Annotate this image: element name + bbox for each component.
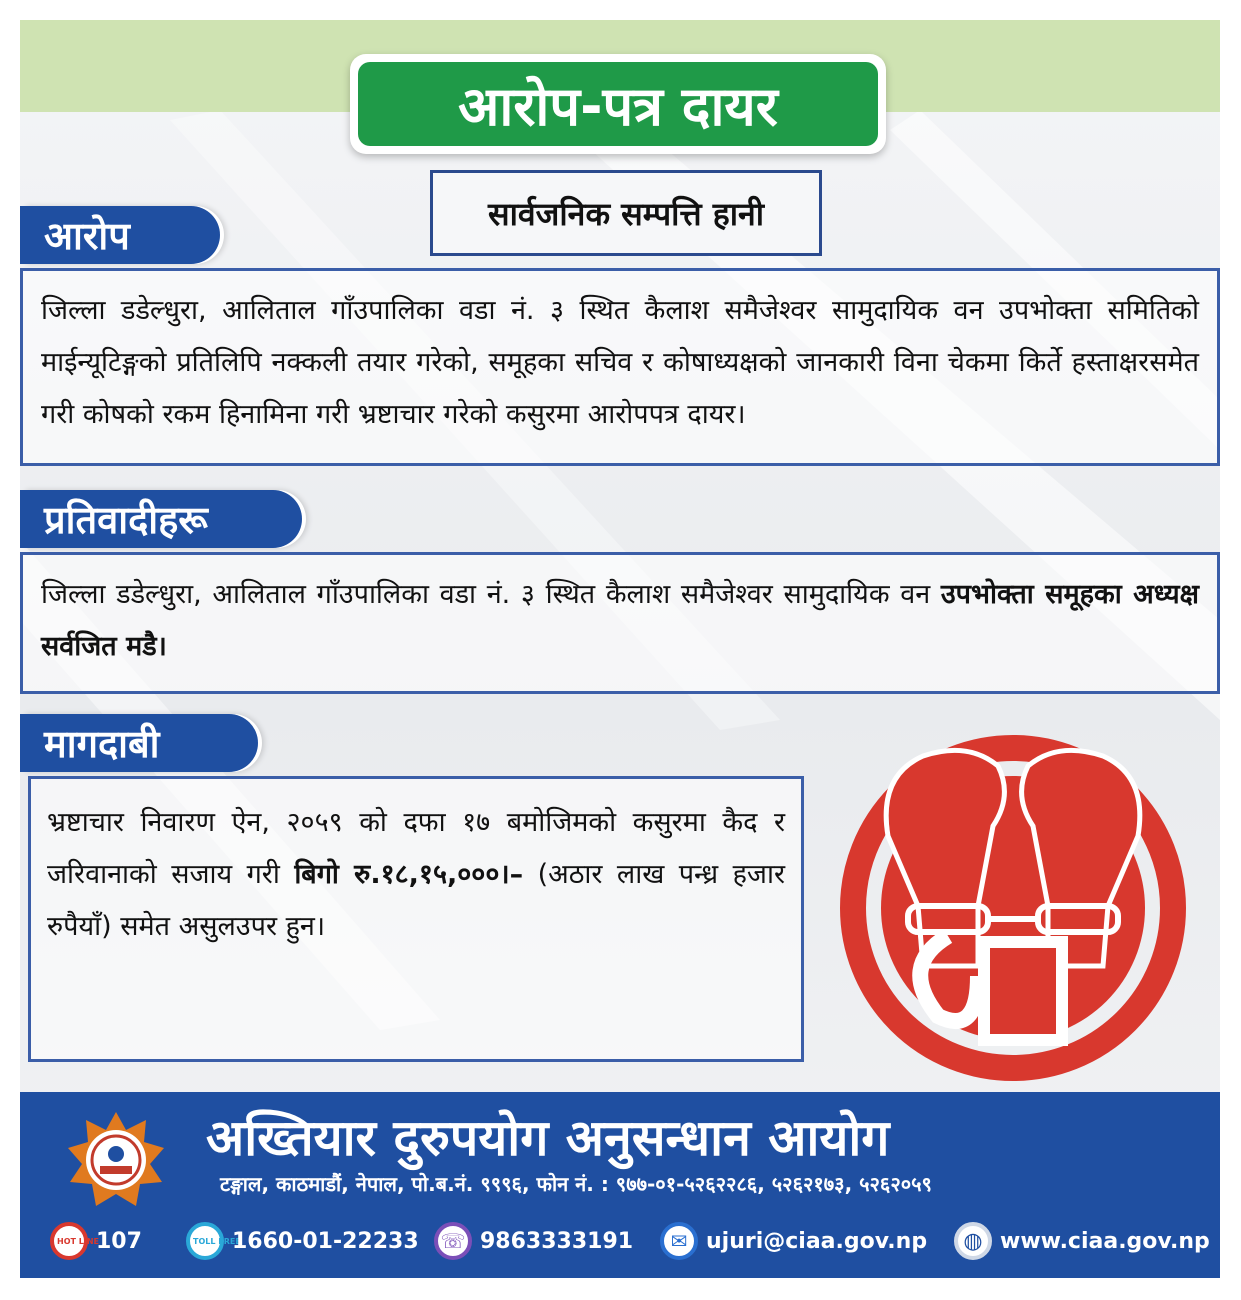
- handcuffed-fists-icon: [828, 716, 1198, 1086]
- email-icon: ✉: [660, 1222, 698, 1260]
- ciaa-emblem-icon: [66, 1110, 166, 1210]
- org-name: अख्तियार दुरुपयोग अनुसन्धान आयोग: [206, 1109, 890, 1167]
- claim-box: [28, 776, 804, 1062]
- contact-toll-free[interactable]: [186, 1220, 419, 1262]
- claim-tab: मागदाबी: [20, 714, 258, 772]
- footer: [20, 1092, 1220, 1278]
- defendants-box: [20, 552, 1220, 694]
- toll-free-icon: TOLL FREE: [186, 1222, 224, 1260]
- contact-hotline[interactable]: [50, 1220, 142, 1262]
- website-url: www.ciaa.gov.np: [1000, 1228, 1210, 1254]
- claim-text-1: भ्रष्टाचार निवारण ऐन, २०५९ को दफा १७ बमोजिमको कसुरमा कैद र जरिवानाको सजाय गरी: [47, 807, 785, 890]
- viber-number: 9863333191: [480, 1228, 634, 1254]
- toll-free-number: 1660-01-22233: [232, 1228, 419, 1254]
- allegation-box: [20, 268, 1220, 466]
- contact-viber[interactable]: [434, 1220, 633, 1262]
- claim-text-2: (अठार लाख पन्ध्र हजार रुपैयाँ) समेत असुलउपर हुन।: [47, 859, 785, 942]
- defendants-text: जिल्ला डडेल्धुरा, आलिताल गाँउपालिका वडा नं. ३ स्थित कैलाश समैजेश्वर सामुदायिक वन: [41, 579, 931, 610]
- hotline-number: 107: [96, 1228, 142, 1254]
- viber-icon: ☏: [434, 1222, 472, 1260]
- poster: [20, 20, 1220, 1278]
- org-address: टङ्गाल, काठमाडौं, नेपाल, पो.ब.नं. ९९९६, फोन नं. : ९७७-०१-५२६२२८६, ५२६२१७३, ५२६२०५९: [220, 1172, 932, 1196]
- contact-email[interactable]: [660, 1220, 927, 1262]
- title-badge: [350, 54, 886, 154]
- claim-amount: बिगो रु.१८,१५,०००।–: [294, 859, 524, 890]
- defendants-text-bold: उपभोक्ता समूहका अध्यक्ष सर्वजित मडै।: [41, 579, 1199, 662]
- page-title: आरोप-पत्र दायर: [358, 62, 878, 146]
- defendants-tab: प्रतिवादीहरू: [20, 490, 302, 548]
- allegation-text: जिल्ला डडेल्धुरा, आलिताल गाँउपालिका वडा नं. ३ स्थित कैलाश समैजेश्वर सामुदायिक वन उपभोक्ता समितिको माईन्यूटिङ्गको प्रतिलिपि नक्कली तयार गरेको, समूहका सचिव र कोषाध्यक्षको जानकारी विना चेकमा किर्ते हस्ताक्षरसमेत गरी कोषको रकम हिनामिना गरी भ्रष्टाचार गरेको कसुरमा आरोपपत्र दायर।: [41, 295, 1199, 430]
- hotline-icon: HOT LINE: [50, 1222, 88, 1260]
- subtitle: सार्वजनिक सम्पत्ति हानी: [430, 170, 822, 256]
- allegation-tab: आरोप: [20, 206, 220, 264]
- globe-icon: ◍: [954, 1222, 992, 1260]
- contact-website[interactable]: [954, 1220, 1210, 1262]
- email-address: ujuri@ciaa.gov.np: [706, 1228, 928, 1254]
